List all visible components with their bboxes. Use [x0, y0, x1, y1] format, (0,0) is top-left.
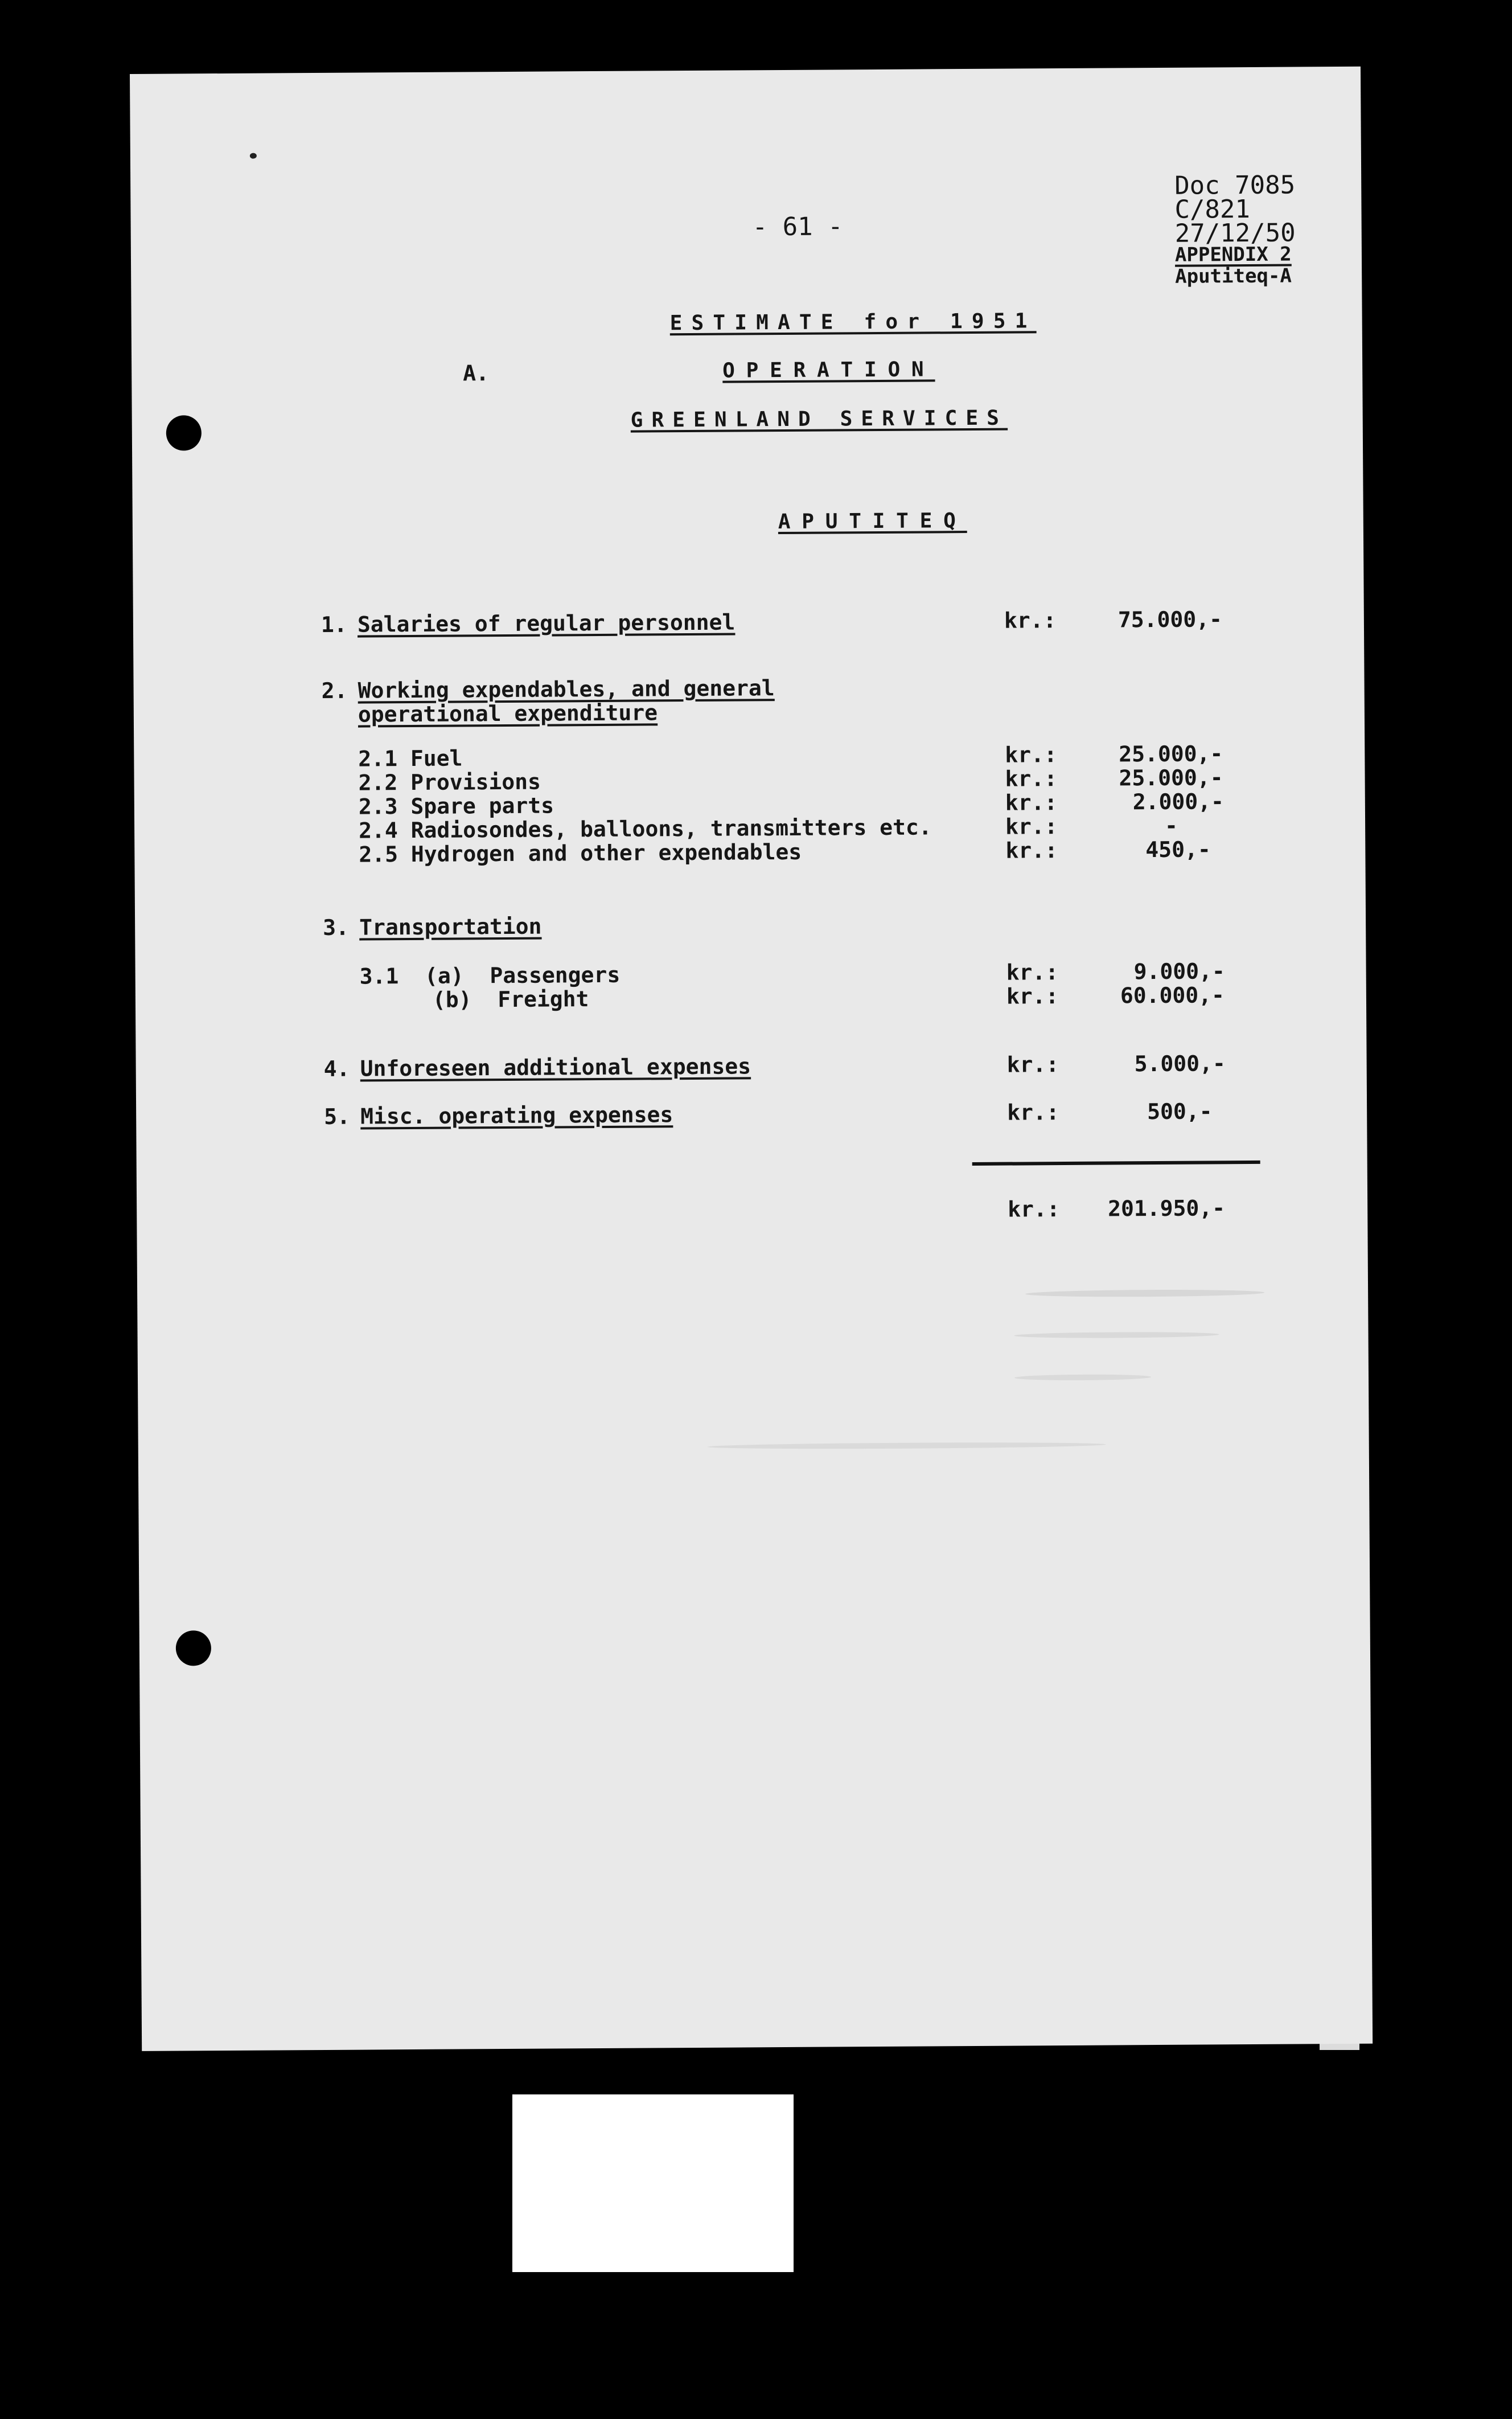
amount-unforeseen: 5.000,- [1134, 1051, 1226, 1077]
amount-hydrogen: 450,- [1145, 837, 1211, 863]
page-number: - 61 - [752, 212, 843, 242]
currency-label: kr.: [1005, 814, 1058, 839]
appendix-label: APPENDIX 2 [1174, 243, 1292, 266]
document-page [130, 67, 1373, 2051]
amount-spare-parts: 2.000,- [1132, 789, 1225, 815]
speck [250, 153, 257, 159]
title-estimate: ESTIMATE for 1951 [669, 309, 1037, 335]
total-amount: 201.950,- [1108, 1195, 1226, 1221]
subitem-passengers: 3.1 (a) Passengers [359, 962, 621, 989]
amount-provisions: 25.000,- [1119, 765, 1223, 791]
doc-ref-line: Doc 7085 [1174, 170, 1296, 200]
blank-label-card [512, 2094, 794, 2272]
currency-label: kr.: [1005, 742, 1057, 768]
currency-label: kr.: [1006, 960, 1059, 985]
title-greenland-services: GREENLAND SERVICES [630, 406, 1008, 432]
punch-hole-bottom [176, 1630, 211, 1666]
amount-radiosondes: - [1164, 813, 1178, 838]
item-number: 5. [324, 1104, 351, 1129]
subitem-freight: (b) Freight [432, 986, 589, 1012]
subitem-provisions: 2.2 Provisions [358, 769, 541, 796]
item-number: 4. [323, 1056, 350, 1081]
amount-freight: 60.000,- [1120, 982, 1225, 1008]
section-letter: A. [463, 360, 490, 386]
amount-misc: 500,- [1147, 1098, 1213, 1125]
subitem-radiosondes: 2.4 Radiosondes, balloons, transmitters etc. [358, 814, 932, 843]
appendix-station: Aputiteq-A [1175, 264, 1292, 288]
currency-label: kr.: [1005, 838, 1058, 863]
speck [1025, 1289, 1264, 1298]
currency-label: kr.: [1004, 608, 1057, 633]
subitem-fuel: 2.1 Fuel [358, 745, 463, 772]
currency-label: kr.: [1007, 1100, 1059, 1125]
item-label-unforeseen: Unforeseen additional expenses [360, 1053, 751, 1081]
item-label-misc: Misc. operating expenses [360, 1102, 673, 1129]
station-name: APUTITEQ [778, 509, 967, 534]
item-label-transportation: Transportation [359, 913, 542, 940]
speck [1014, 1374, 1151, 1380]
item-number: 1. [321, 612, 347, 637]
currency-label: kr.: [1008, 1196, 1060, 1222]
currency-label: kr.: [1005, 790, 1058, 815]
speck [1014, 1331, 1219, 1338]
doc-ref-line: C/821 [1174, 194, 1251, 224]
title-operation: OPERATION [722, 358, 935, 383]
amount-fuel: 25.000,- [1119, 741, 1223, 767]
speck [708, 1442, 1106, 1450]
currency-label: kr.: [1005, 766, 1058, 792]
punch-hole-top [166, 415, 202, 450]
doc-ref-line: 27/12/50 [1174, 218, 1296, 248]
item-label-salaries: Salaries of regular personnel [357, 609, 736, 637]
amount-passengers: 9.000,- [1133, 958, 1225, 985]
item-number: 3. [323, 915, 350, 940]
currency-label: kr.: [1006, 1052, 1059, 1077]
currency-label: kr.: [1006, 983, 1059, 1009]
total-rule [972, 1161, 1260, 1166]
item-label-working-expendables-cont: operational expenditure [358, 700, 658, 727]
amount-salaries: 75.000,- [1117, 606, 1223, 633]
item-number: 2. [321, 678, 348, 703]
item-label-working-expendables: Working expendables, and general [358, 675, 775, 703]
subitem-spare-parts: 2.3 Spare parts [358, 793, 554, 819]
subitem-hydrogen: 2.5 Hydrogen and other expendables [359, 839, 802, 867]
